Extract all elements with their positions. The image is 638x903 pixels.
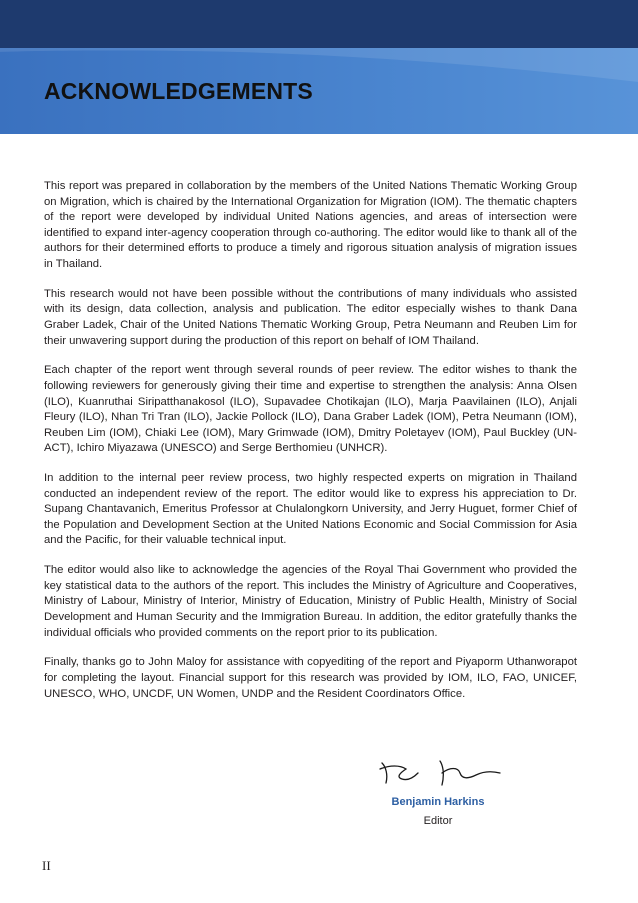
- editor-signature: [376, 757, 502, 787]
- acknowledgements-body: [44, 179, 577, 716]
- paragraph-contributors: This research would not have been possible without the contributions of many individuals who assisted with its design, data collection, analysis and publication. The editor especially wishes to thank Dana Graber Ladek, Chair of the United Nations Thematic Working Group, Petra Neumann and Reuben Lim for their unwavering support during the production of this report on behalf of IOM Thailand.: [44, 287, 577, 347]
- paragraph-collaboration: This report was prepared in collaboration by the members of the United Nations Thematic Working Group on Migration, which is chaired by the International Organization for Migration (IOM). The thematic chapters of the report were developed by individual United Nations agencies, and areas of intersection were identified to expand inter-agency cooperation through co-authoring. The editor would like to thank all of the authors for their determined efforts to produce a timely and rigorous situation analysis of migration issues in Thailand.: [44, 180, 577, 270]
- paragraph-government: The editor would also like to acknowledge the agencies of the Royal Thai Government who provided the key statistical data to the authors of the report. This includes the Ministry of Agriculture and Cooperatives, Ministry of Labour, Ministry of Interior, Ministry of Education, Ministry of Public Health, Ministry of Social Development and Human Security and the Immigration Bureau. In addition, the editor gratefully thanks the individual officials who provided comments on the report prior to its publication.: [44, 564, 577, 639]
- top-color-band: [0, 0, 638, 48]
- editor-name: Benjamin Harkins: [391, 796, 485, 808]
- editor-role: Editor: [423, 815, 453, 827]
- paragraph-final-thanks: Finally, thanks go to John Maloy for assistance with copyediting of the report and Piyaporm Uthanworapot for completing the layout. Financial support for this research was provided by IOM, ILO, FAO, UNICEF, UNESCO, WHO, UNCDF, UN Women, UNDP and the Resident Coordinators Office.: [44, 656, 577, 700]
- page-title: ACKNOWLEDGEMENTS: [44, 78, 313, 104]
- page-number: II: [42, 858, 51, 873]
- header-swoosh-graphic: [0, 48, 638, 168]
- paragraph-external-review: In addition to the internal peer review process, two highly respected experts on migration in Thailand conducted an independent review of the report. The editor would like to express his appreciation to Dr. Supang Chantavanich, Emeritus Professor at Chulalongkorn University, and Jerry Huguet, former Chief of the Population and Development Section at the United Nations Economic and Social Commission for Asia and the Pacific, for their valuable technical input.: [44, 472, 577, 547]
- paragraph-peer-review: Each chapter of the report went through several rounds of peer review. The editor wishes to thank the following reviewers for generously giving their time and expertise to strengthen the analysis: Anna Olsen (ILO), Kuanruthai Siripatthanakosol (ILO), Supavadee Chotikajan (ILO), Marja Paavilainen (ILO), Anjali Fleury (ILO), Nhan Tri Tran (ILO), Jackie Pollock (ILO), Dana Graber Ladek (IOM), Petra Neumann (IOM), Reuben Lim (IOM), Chiaki Lee (IOM), Mary Grimwade (IOM), Dmitry Poletayev (IOM), Paul Buckley (UN-ACT), Ichiro Miyazawa (UNESCO) and Serge Berthomieu (UNHCR).: [44, 364, 577, 455]
